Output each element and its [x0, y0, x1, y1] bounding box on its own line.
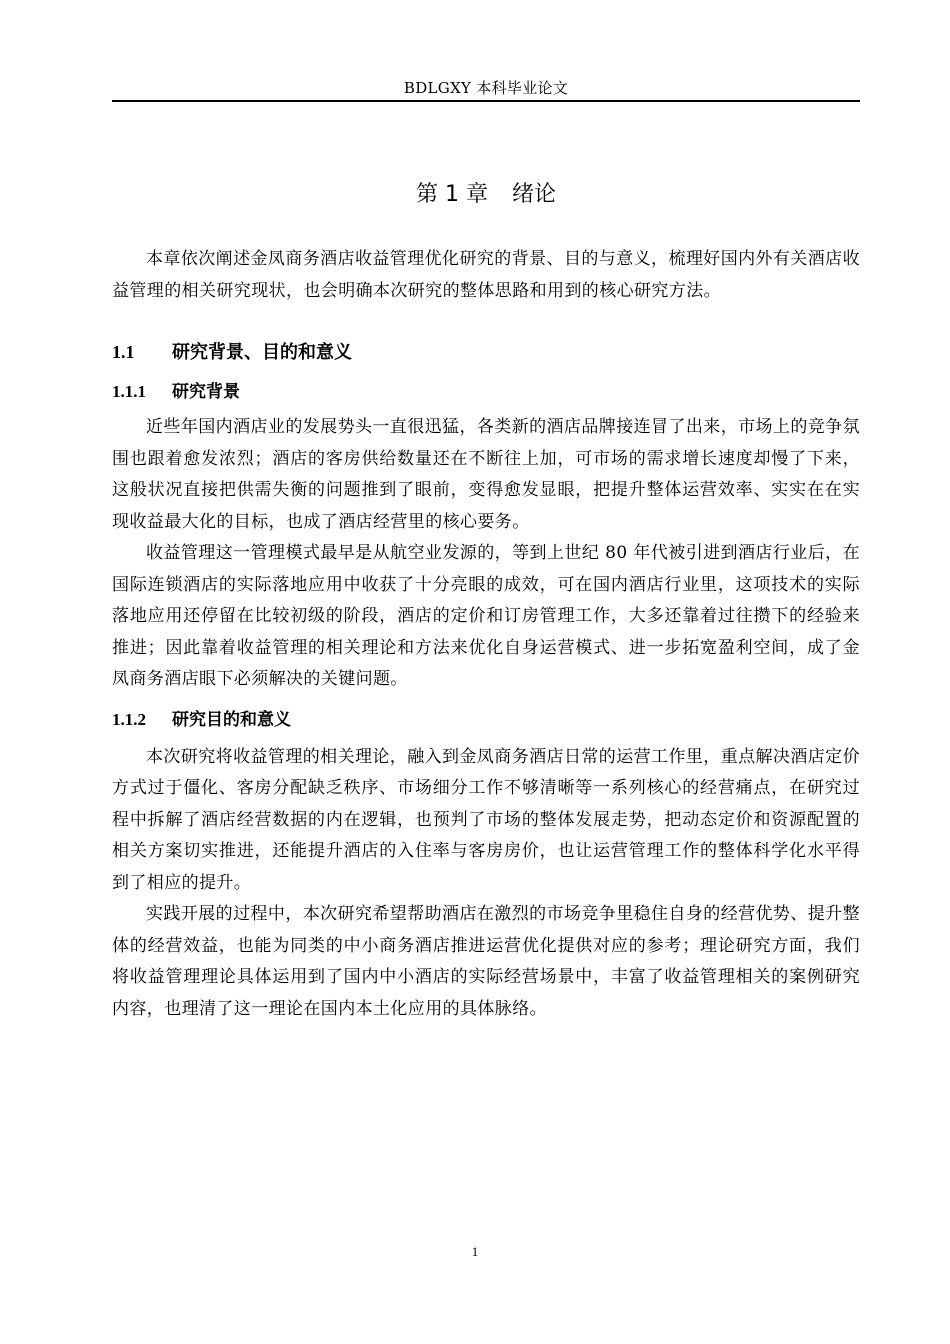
header-rule [112, 100, 860, 102]
section-heading-1-1 [112, 338, 860, 367]
section-1-1-2-body [112, 742, 860, 1026]
paragraph: 实践开展的过程中，本次研究希望帮助酒店在激烈的市场竞争里稳住自身的经营优势、提升整体的经营效益，也能为同类的中小商务酒店推进运营优化提供对应的参考；理论研究方面，我们将收益管理理论具体运用到了国内中小酒店的实际经营场景中，丰富了收益管理相关的案例研究内容，也理清了这一理论在国内本土化应用的具体脉络。 [112, 904, 860, 1019]
section-1-1-1-body [112, 412, 860, 696]
paragraph: 收益管理这一管理模式最早是从航空业发源的，等到上世纪 80 年代被引进到酒店行业后，在国际连锁酒店的实际落地应用中收获了十分亮眼的成效，可在国内酒店行业里，这项技术的实际落地应用还停留在比较初级的阶段，酒店的定价和订房管理工作，大多还靠着过往攒下的经验来推进；因此靠着收益管理的相关理论和方法来优化自身运营模式、进一步拓宽盈利空间，成了金凤商务酒店眼下必须解决的关键问题。 [112, 543, 860, 689]
page-number: 1 [471, 1244, 479, 1259]
intro-paragraph: 本章依次阐述金凤商务酒店收益管理优化研究的背景、目的与意义，梳理好国内外有关酒店收益管理的相关研究现状，也会明确本次研究的整体思路和用到的核心研究方法。 [112, 249, 860, 301]
paragraph: 近些年国内酒店业的发展势头一直很迅猛，各类新的酒店品牌接连冒了出来，市场上的竞争氛围也跟着愈发浓烈；酒店的客房供给数量还在不断往上加，可市场的需求增长速度却慢了下来，这般状况直接把供需失衡的问题推到了眼前，变得愈发显眼，把提升整体运营效率、实实在在实现收益最大化的目标，也成了酒店经营里的核心要务。 [112, 417, 860, 532]
chapter-name: 绪论 [511, 182, 556, 207]
chapter-number: 第 1 章 [416, 182, 488, 207]
paragraph: 本次研究将收益管理的相关理论，融入到金凤商务酒店日常的运营工作里，重点解决酒店定价方式过于僵化、客房分配缺乏秩序、市场细分工作不够清晰等一系列核心的经营痛点，在研究过程中拆解了酒店经营数据的内在逻辑，也预判了市场的整体发展走势，把动态定价和资源配置的相关方案切实推进，还能提升酒店的入住率与客房房价，也让运营管理工作的整体科学化水平得到了相应的提升。 [112, 746, 860, 893]
section-number: 1.1.2 [112, 709, 146, 729]
chapter-title [112, 180, 860, 210]
running-header: BDLGXY 本科毕业论文 [403, 79, 569, 97]
section-number: 1.1.1 [112, 382, 146, 401]
section-title: 研究目的和意义 [172, 709, 291, 730]
section-title: 研究背景 [172, 382, 240, 402]
section-heading-1-1-1 [112, 378, 860, 406]
section-heading-1-1-2 [112, 706, 860, 734]
section-number: 1.1 [112, 342, 135, 362]
body-content [112, 244, 860, 1025]
section-title: 研究背景、目的和意义 [172, 342, 352, 363]
